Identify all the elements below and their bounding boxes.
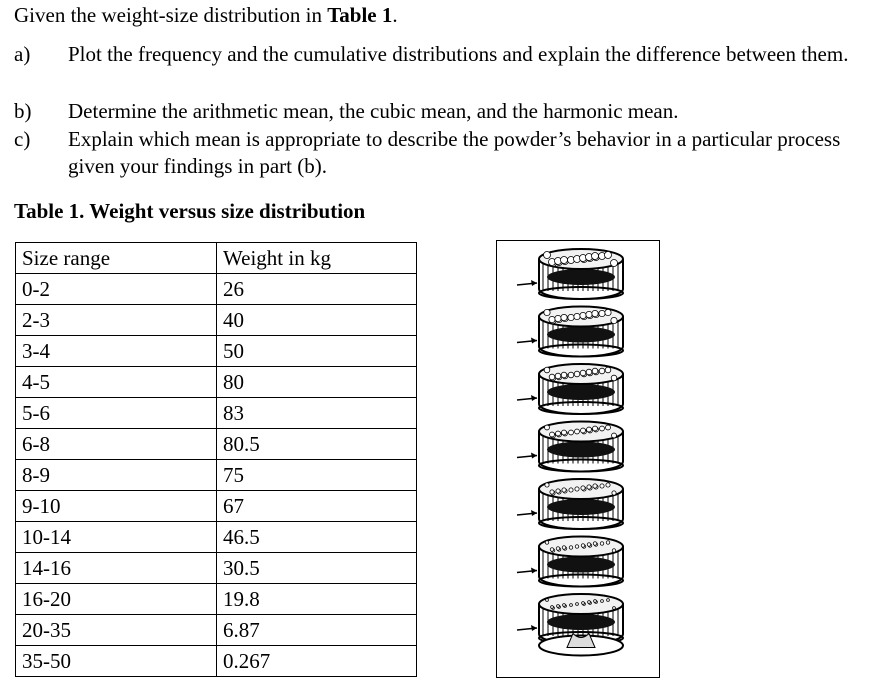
weight-cell: 50 [217,336,417,367]
table-row [16,553,417,584]
table-caption: Table 1. Weight versus size distribution [14,199,366,223]
weight-cell: 26 [217,274,417,305]
size-cell: 16-20 [16,584,217,615]
size-cell: 10-14 [16,522,217,553]
intro-table-ref: Table 1 [327,3,393,27]
table-row [16,367,417,398]
table-row [16,305,417,336]
sieve-tray [517,364,623,414]
weight-cell: 19.8 [217,584,417,615]
table-row [16,336,417,367]
table-row [16,460,417,491]
intro-prefix: Given the weight-size distribution in [14,3,328,27]
sieve-stack-figure [496,240,660,678]
weight-cell: 46.5 [217,522,417,553]
question-item-a [14,41,872,97]
weight-cell: 30.5 [217,553,417,584]
question-intro [14,2,398,28]
size-cell: 2-3 [16,305,217,336]
sieve-stack-illustration-icon [497,241,659,677]
size-cell: 14-16 [16,553,217,584]
sieve-tray [517,307,623,357]
question-item-c [14,126,872,182]
table-row [16,615,417,646]
weight-cell: 83 [217,398,417,429]
question-item-b [14,98,872,126]
size-cell: 8-9 [16,460,217,491]
sieve-tray [517,422,623,472]
sieve-tray [517,249,623,299]
size-cell: 4-5 [16,367,217,398]
weight-cell: 80 [217,367,417,398]
item-label: a) [14,42,31,66]
table-row [16,584,417,615]
item-text: Determine the arithmetic mean, the cubic mean, and the harmonic mean. [68,99,679,123]
table-row [16,491,417,522]
weight-cell: 0.267 [217,646,417,677]
sieve-tray [517,537,623,587]
size-cell: 3-4 [16,336,217,367]
size-cell: 6-8 [16,429,217,460]
weight-cell: 75 [217,460,417,491]
size-cell: 9-10 [16,491,217,522]
weight-cell: 67 [217,491,417,522]
size-cell: 5-6 [16,398,217,429]
weight-cell: 6.87 [217,615,417,646]
item-text: Plot the frequency and the cumulative distributions and explain the difference between them. [68,42,849,66]
table-header-row [16,243,417,274]
item-text: Explain which mean is appropriate to describe the powder’s behavior in a particular process given your findings in part (b). [68,127,841,178]
item-label: c) [14,127,31,151]
table-row [16,522,417,553]
table-row [16,646,417,677]
size-cell: 20-35 [16,615,217,646]
table-row [16,429,417,460]
size-cell: 0-2 [16,274,217,305]
weight-cell: 40 [217,305,417,336]
item-label: b) [14,99,32,123]
table-row [16,274,417,305]
weight-size-table [15,242,417,677]
sieve-tray [517,479,623,529]
intro-suffix: . [392,3,398,27]
size-cell: 35-50 [16,646,217,677]
header-weight: Weight in kg [217,243,417,274]
weight-cell: 80.5 [217,429,417,460]
table-row [16,398,417,429]
header-size-range: Size range [16,243,217,274]
